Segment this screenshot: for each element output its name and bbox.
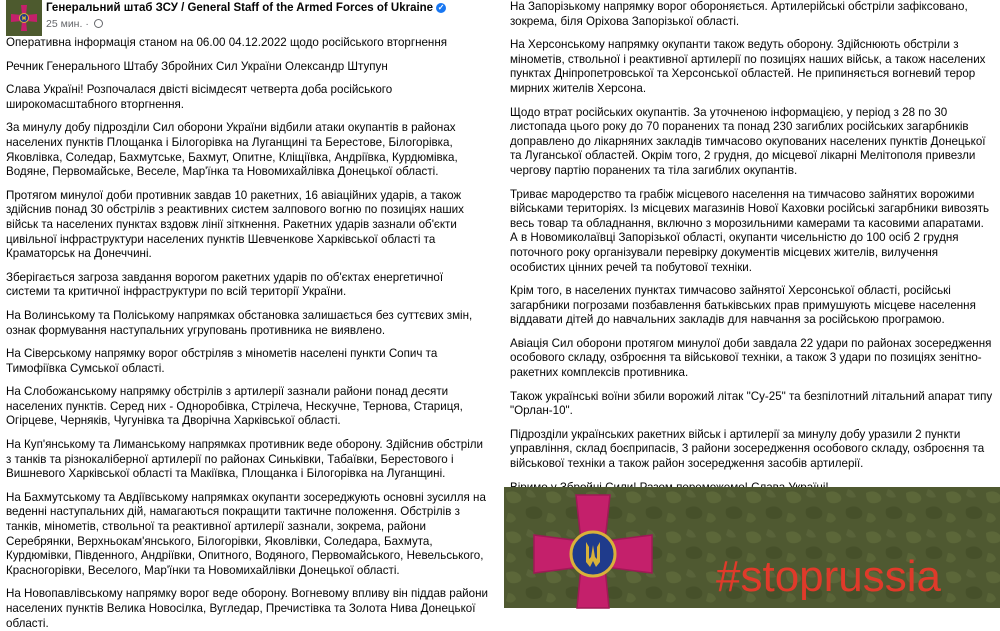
post-author-name[interactable]: Генеральний штаб ЗСУ / General Staff of the Armed Forces of Ukraine (46, 2, 434, 14)
left-paragraph: Протягом минулої доби противник завдав 10 ракетних, 16 авіаційних ударів, а також здійснив понад 30 обстрілів з реактивних систем залпового вогню по позиціях наших військ та населених пунктах вздовж лінії зіткнення. Ракетних ударів зазнали об'єкти цивільної інфраструктури населених пунктів Шевченкове Харківської області та Краматорськ на Донеччині. (6, 188, 464, 261)
right-paragraph: На Херсонському напрямку окупанти також ведуть оборону. Здійснюють обстріли з мінометів, ствольної і реактивної артилерії по позиціях наших військ, а також населених пунктах Дніпропетровської та Херсонської областей. Не припиняється вогневий терор мирних жителів Херсона. (510, 38, 986, 95)
left-paragraph: На Куп'янському та Лиманському напрямках противник веде оборону. Здійснив обстріли з танків та різнокаліберної артилерії по районах Синьківки, Табаївки, Берестового і Вишневого Харківської області та Макіївка, Площанка і Білогорівка на Луганщині. (6, 438, 484, 481)
post-author-link[interactable] (46, 2, 446, 14)
avatar[interactable] (6, 0, 42, 36)
post-timestamp[interactable]: 25 мин. (46, 18, 83, 30)
right-paragraph: Авіація Сил оборони протягом минулої доби завдала 22 удари по районах зосередження особового складу, озброєння та військової техніки, а також 3 удари по позиціях зенітно-ракетних комплексів противника. (510, 336, 992, 380)
left-paragraph: За минулу добу підрозділи Сил оборони України відбили атаки окупантів в районах населених пунктів Площанка і Білогорівка на Луганщині та Берестове, Білогорівка, Яковлівка, Соледар, Бахмутське, Бахмут, Опитне, Кліщіївка, Андріївка, Курдюмівка, Водяне, Первомайське, Веселе, Мар'їнка та Новомихайлівка Донецької області. (6, 121, 458, 179)
left-paragraph: Речник Генерального Штабу Збройних Сил України Олександр Штупун (6, 59, 388, 73)
right-paragraph: Щодо втрат російських окупантів. За уточненою інформацією, у період з 28 по 30 листопада цього року до 70 поранених та понад 230 загиблих російських загарбників доправлено до лікарняних закладів тимчасово окупованих населених пунктів Донецької та Луганської областей. Окрім того, 2 грудня, до місцевої лікарні Мелітополя привезли чергову партію поранених та тіла загиблих окупантів. (510, 105, 986, 177)
right-paragraph: На Запорізькому напрямку ворог обороняється. Артилерійські обстріли зафіксовано, зокрема, біля Оріхова Запорізької області. (510, 0, 968, 28)
right-paragraph: Підрозділи українських ракетних військ і артилерії за минулу добу уразили 2 пункти управління, склад боєприпасів, 3 райони зосередження особового складу, озброєння та військової техніки а також район зосередження засобів артилерії. (510, 427, 985, 471)
post-image-banner[interactable] (504, 487, 1000, 608)
left-paragraph: Зберігається загроза завдання ворогом ракетних ударів по об'єктах енергетичної системи та критичної інфраструктури по всій території України. (6, 270, 444, 299)
left-paragraph: На Новопавлівському напрямку ворог веде оборону. Вогневому впливу він піддав райони населених пунктів Велика Новосілка, Вугледар, Пречистівка та Золота Нива Донецької області. (6, 587, 488, 630)
post-header (0, 0, 496, 36)
left-paragraph: Оперативна інформація станом на 06.00 04.12.2022 щодо російського вторгнення (6, 36, 448, 49)
post-body-left (0, 36, 496, 631)
left-paragraph: На Бахмутському та Авдіївському напрямках окупанти зосереджують основні зусилля на веденні наступальних дій, намагаються покращити тактичне положення. Обстрілів з танків, мінометів, ствольної та реактивної артилерії зазнали, зокрема, райони Серебрянки, Верхньокам'янського, Білогорівки, Яковлівки, Соледара, Бахмута, Курдюмівки, Південного, Андріївки, Опитного, Водяного, Первомайського, Невельського, Красногорівки, Веселого, Мар'їнки та Новомихайлівки Донецької області. (6, 490, 486, 577)
post-body-right (504, 0, 1000, 495)
left-paragraph: Слава Україні! Розпочалася двісті вісімдесят четверта доба російського широкомасштабного вторгнення. (6, 83, 393, 111)
right-paragraph: Триває мародерство та грабіж місцевого населення на тимчасово зайнятих ворожими військами територіях. Із місцевих магазинів Нової Каховки російські загарбники вивозять весь товар та обладнання, включно з морозильними камерами та касовими апаратами. А в Новомиколаївці Запорізької області, окупанти чисельністю до 100 осіб 2 грудня поточного року організували перевірку документів місцевих жителів, вилучення особистих цінних речей та побутової техніки. (510, 187, 990, 274)
right-paragraph: Крім того, в населених пунктах тимчасово зайнятої Херсонської області, російські загарбники погрозами позбавлення батьківських прав примушують місцеве населення віддавати дітей до навчальних закладів для навчання за російською програмою. (510, 284, 976, 327)
right-paragraph: Також українські воїни збили ворожий літак "Су-25" та безпілотний літальний апарат типу "Орлан-10". (510, 389, 993, 418)
post-left-column (0, 0, 496, 630)
left-paragraph: На Слобожанському напрямку обстрілів з артилерії зазнали райони понад десяти населених пунктів. Серед них - Одноробівка, Стрілеча, Нескучне, Тернова, Стариця, Огірцеве, Черняків, Чугунівка та Дворічна Харківської області. (6, 385, 463, 428)
stoprussia-hashtag: #stoprussia (716, 552, 942, 601)
globe-icon (94, 19, 103, 28)
post-meta: 25 мин. · (46, 18, 103, 30)
left-paragraph: На Волинському та Поліському напрямках обстановка залишається без суттєвих змін, ознак формування наступальних угруповань противника не виявлено. (6, 308, 473, 337)
general-staff-emblem-icon (6, 0, 42, 36)
left-paragraph: На Сіверському напрямку ворог обстріляв з мінометів населені пункти Сопич та Тимофіївка Сумської області. (6, 347, 438, 375)
verified-badge-icon: ✓ (437, 3, 445, 12)
stoprussia-image (504, 487, 1000, 608)
